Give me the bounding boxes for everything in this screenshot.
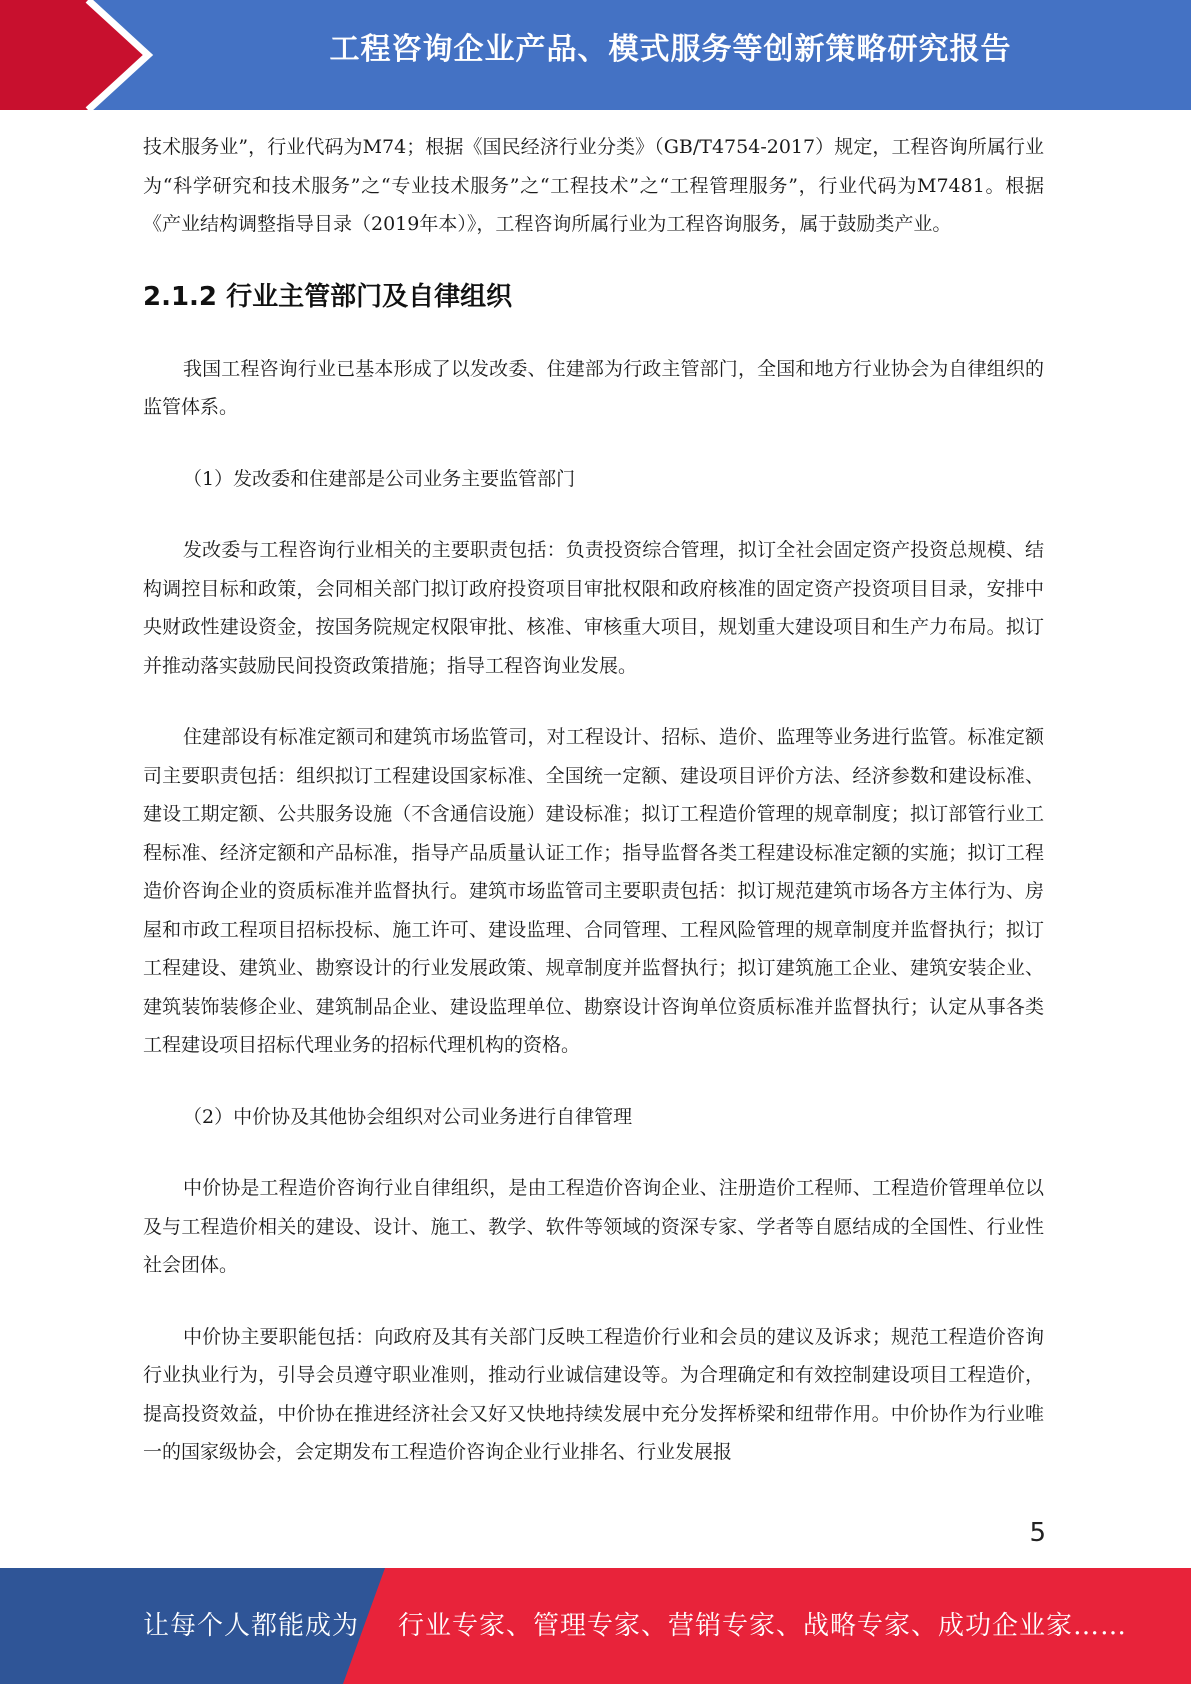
paragraph-ndrc-duties: 发改委与工程咨询行业相关的主要职责包括：负责投资综合管理，拟订全社会固定资产投资总规模、结构调控目标和政策，会同相关部门拟订政府投资项目审批权限和政府核准的固定资产投资项目目录，安排中央财政性建设资金，按国务院规定权限审批、核准、审核重大项目，规划重大建设项目和生产力布局。拟订并推动落实鼓励民间投资政策措施；指导工程咨询业发展。: [143, 539, 1044, 677]
paragraph-ccea-intro: 中价协是工程造价咨询行业自律组织，是由工程造价咨询企业、注册造价工程师、工程造价管理单位以及与工程造价相关的建设、设计、施工、教学、软件等领域的资深专家、学者等自愿结成的全国性、行业性社会团体。: [143, 1177, 1044, 1276]
page-footer: [0, 1568, 1191, 1684]
subheading-associations: （2）中价协及其他协会组织对公司业务进行自律管理: [183, 1105, 633, 1128]
page-header: [0, 0, 1191, 110]
footer-slogan-right: 行业专家、管理专家、营销专家、战略专家、成功企业家……: [398, 1611, 1128, 1641]
intro-paragraph: 技术服务业”，行业代码为M74；根据《国民经济行业分类》（GB/T4754-2017）规定，工程咨询所属行业为“科学研究和技术服务”之“专业技术服务”之“工程技术”之“工程管理服务”，行业代码为M7481。根据《产业结构调整指导目录（2019年本）》，工程咨询所属行业为工程咨询服务，属于鼓励类产业。: [143, 136, 1044, 235]
report-title: 工程咨询企业产品、模式服务等创新策略研究报告: [329, 32, 1012, 67]
subheading-regulators: （1）发改委和住建部是公司业务主要监管部门: [183, 467, 576, 490]
page-number: 5: [1029, 1518, 1046, 1548]
page-body: [143, 128, 1044, 1472]
paragraph-mohurd-duties: 住建部设有标准定额司和建筑市场监管司，对工程设计、招标、造价、监理等业务进行监管。标准定额司主要职责包括：组织拟订工程建设国家标准、全国统一定额、建设项目评价方法、经济参数和建设标准、建设工期定额、公共服务设施（不含通信设施）建设标准；拟订工程造价管理的规章制度；拟订部管行业工程标准、经济定额和产品标准，指导产品质量认证工作；指导监督各类工程建设标准定额的实施；拟订工程造价咨询企业的资质标准并监督执行。建筑市场监管司主要职责包括：拟订规范建筑市场各方主体行为、房屋和市政工程项目招标投标、施工许可、建设监理、合同管理、工程风险管理的规章制度并监督执行；拟订工程建设、建筑业、勘察设计的行业发展政策、规章制度并监督执行；拟订建筑施工企业、建筑安装企业、建筑装饰装修企业、建筑制品企业、建设监理单位、勘察设计咨询单位资质标准并监督执行；认定从事各类工程建设项目招标代理业务的招标代理机构的资格。: [143, 726, 1044, 1056]
paragraph-ccea-functions: 中价协主要职能包括：向政府及其有关部门反映工程造价行业和会员的建议及诉求；规范工程造价咨询行业执业行为，引导会员遵守职业准则，推动行业诚信建设等。为合理确定和有效控制建设项目工程造价，提高投资效益，中价协在推进经济社会又好又快地持续发展中充分发挥桥梁和纽带作用。中价协作为行业唯一的国家级协会，会定期发布工程造价咨询企业行业排名、行业发展报: [143, 1325, 1044, 1463]
section-heading: 2.1.2 行业主管部门及自律组织: [143, 281, 513, 312]
footer-slogan-left: 让每个人都能成为: [143, 1611, 360, 1641]
paragraph-regulatory-overview: 我国工程咨询行业已基本形成了以发改委、住建部为行政主管部门，全国和地方行业协会为自律组织的监管体系。: [143, 357, 1044, 418]
